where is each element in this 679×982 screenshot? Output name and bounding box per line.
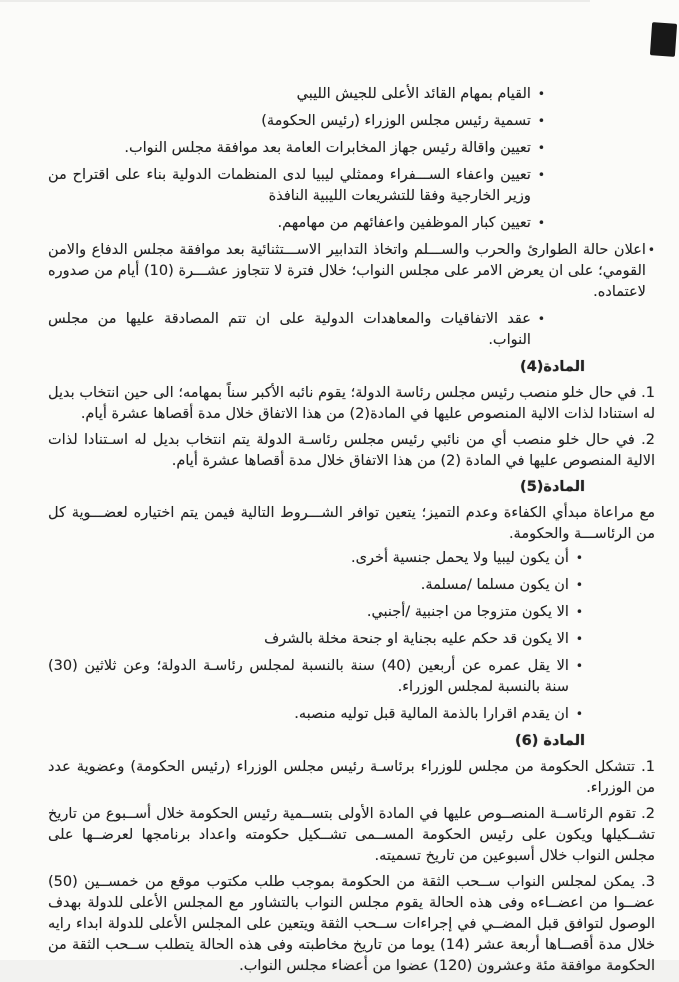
eligibility-bullet-list <box>48 548 655 725</box>
list-item <box>48 704 583 725</box>
list-item <box>48 138 545 159</box>
item-number: 1. <box>641 759 656 775</box>
item-number: 3. <box>641 874 655 890</box>
list-item <box>48 575 583 596</box>
numbered-item <box>48 383 655 425</box>
item-text: يمكن لمجلس النواب ســحب الثقة من الحكومة بموجب طلب مكتوب موقع من خمســين (50) عضــوا من اعضــاءه وفى هذه الحالة يقوم مجلس النواب بالتشاور مع المجلس الأعلى للدولة بهدف الوصول لتوافق قبل المضــي في إجراءات ســحب الثقة ويتعين على المجلس الأعلى للدولة ابداء رايه خلال مدة أقصــاها أربعة عشر (14) يوما من تاريخ مخاطبته وفى هذه الحالة يتطلب ســحب الثقة من الحكومة موافقة مئة وعشرون (120) عضوا من أعضاء مجلس النواب. <box>48 874 656 974</box>
list-item-text: القيام بمهام القائد الأعلى للجيش الليبي <box>296 86 531 102</box>
list-item-text: ان يكون مسلما /مسلمة. <box>420 577 569 593</box>
list-item-text: الا يكون متزوجا من اجنبية /أجنبي. <box>366 604 569 620</box>
item-text: تتشكل الحكومة من مجلس للوزراء برئاسـة رئيس مجلس الوزراء (رئيس الحكومة) وعضوية عدد من الوزراء. <box>48 759 655 796</box>
list-item <box>48 309 545 351</box>
list-item-text: تعيين واعفاء الســـفراء وممثلي ليبيا لدى المنظمات الدولية بناء على اقتراح من وزير الخارجية وفقا للتشريعات الليبية النافذة <box>48 167 531 204</box>
article-4-heading: المادة(4) <box>520 359 585 375</box>
document-body <box>48 84 655 982</box>
scan-edge-line <box>0 0 590 2</box>
bullet-icon: • <box>537 312 545 326</box>
numbered-item <box>48 872 655 977</box>
powers-bullet-list <box>48 84 655 351</box>
numbered-item <box>48 757 655 799</box>
article-5-intro: مع مراعاة مبدأي الكفاءة وعدم التميز؛ يتعين توافر الشـــروط التالية فيمن يتم اختياره لعضـــوية كل من الرئاســـة والحكومة. <box>48 505 655 542</box>
list-item <box>48 240 655 303</box>
list-item <box>48 602 583 623</box>
list-item <box>48 111 545 132</box>
article-5-heading: المادة(5) <box>520 479 585 495</box>
list-item-text: الا يقل عمره عن أربعين (40) سنة بالنسبة لمجلس رئاسـة الدولة؛ وعن ثلاثين (30) سنة بالنسبة لمجلس الوزراء. <box>48 658 569 695</box>
article-6-items <box>48 757 655 977</box>
bullet-icon: • <box>575 659 583 673</box>
item-text: في حال خلو منصب رئيس مجلس رئاسة الدولة؛ يقوم نائبه الأكبر سناً بمهامه؛ الى حين انتخاب بديل له استنادا لذات الالية المنصوص عليها في المادة(2) من هذا الاتفاق خلال مدة أقصاها عشرة أيام. <box>48 385 655 422</box>
article-6-heading: المادة (6) <box>515 733 585 749</box>
list-item <box>48 656 583 698</box>
list-item-text: تعيين واقالة رئيس جهاز المخابرات العامة بعد موافقة مجلس النواب. <box>124 140 531 156</box>
list-item-text: اعلان حالة الطوارئ والحرب والســـلم واتخاذ التدابير الاســـتثنائية بعد موافقة مجلس الدفاع والامن القومي؛ على ان يعرض الامر على مجلس النواب؛ خلال فترة لا تتجاوز عشـــرة (10) أيام من صدوره لاعتماده. <box>48 242 646 300</box>
bullet-icon: • <box>575 632 583 646</box>
bullet-icon: • <box>575 578 583 592</box>
bullet-icon: • <box>537 114 545 128</box>
item-text: في حال خلو منصب أي من نائبي رئيس مجلس رئاسـة الدولة يتم انتخاب بديل له اسـتنادا لذات الالية المنصوص عليها في المادة (2) من هذا الاتفاق خلال مدة أقصاها عشرة أيام. <box>48 432 655 469</box>
list-item <box>48 629 583 650</box>
list-item-text: تسمية رئيس مجلس الوزراء (رئيس الحكومة) <box>261 113 531 129</box>
bullet-icon: • <box>575 605 583 619</box>
item-number: 1. <box>641 385 655 401</box>
list-item-text: أن يكون ليبيا ولا يحمل جنسية أخرى. <box>351 550 569 566</box>
list-item-text: ان يقدم اقرارا بالذمة المالية قبل توليه منصبه. <box>294 706 569 722</box>
scan-corner-artifact <box>650 22 677 57</box>
list-item-text: الا يكون قد حكم عليه بجناية او جنحة مخلة بالشرف <box>264 631 569 647</box>
bullet-icon: • <box>537 216 545 230</box>
list-item <box>48 548 583 569</box>
bullet-icon: • <box>575 707 583 721</box>
bullet-icon: • <box>537 87 545 101</box>
list-item-text: تعيين كبار الموظفين واعفائهم من مهامهم. <box>277 215 531 231</box>
bullet-icon: • <box>575 551 583 565</box>
list-item-text: عقد الاتفاقيات والمعاهدات الدولية على ان تتم المصادقة عليها من مجلس النواب. <box>48 311 531 348</box>
list-item <box>48 213 545 234</box>
bullet-icon: • <box>647 243 655 257</box>
item-number: 2. <box>641 806 655 822</box>
article-4-items <box>48 383 655 472</box>
bullet-icon: • <box>537 168 545 182</box>
list-item <box>48 84 545 105</box>
bullet-icon: • <box>537 141 545 155</box>
list-item <box>48 165 545 207</box>
numbered-item <box>48 804 655 867</box>
item-number: 2. <box>641 432 656 448</box>
numbered-item <box>48 430 655 472</box>
item-text: تقوم الرئاســة المنصــوص عليها في المادة الأولى بتســمية رئيس الحكومة خلال أســبوع من تاريخ تشــكيلها ويكون على رئيس الحكومة المســمى تشــكيل حكومته واعداد برنامجها لعرضــها على مجلس النواب خلال أسبوعين من تاريخ تسميته. <box>48 806 655 864</box>
